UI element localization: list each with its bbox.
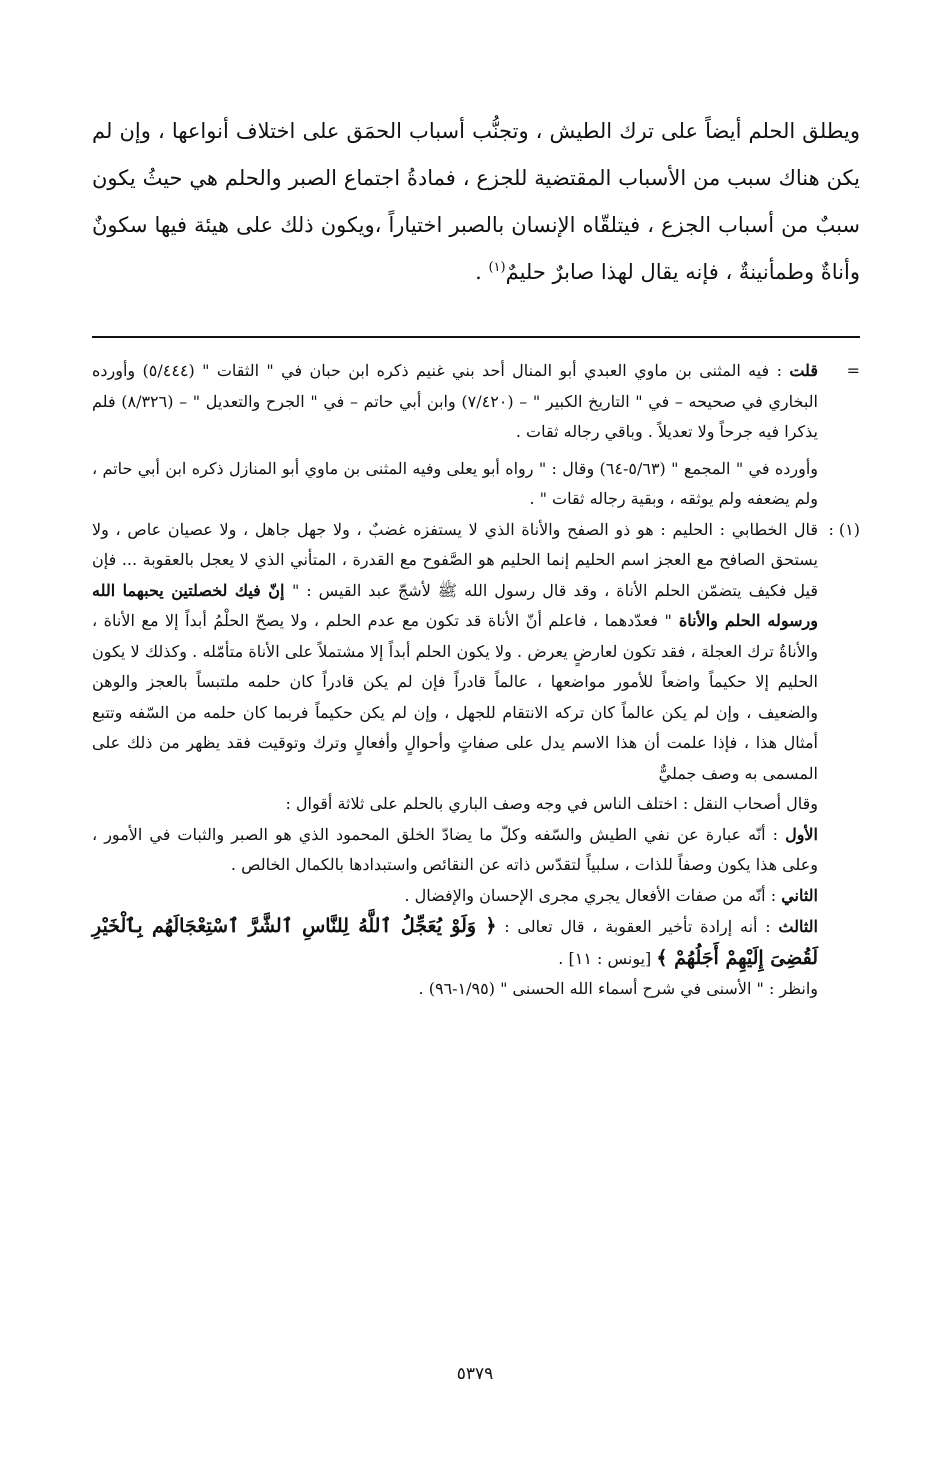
first-opinion-paragraph <box>92 820 818 881</box>
see-also-paragraph: وانظر : " الأسنى في شرح أسماء الله الحسنى " (١/٩٥-٩٦) . <box>418 979 818 998</box>
khattabi-text-a: قال الخطابي : الحليم : هو ذو الصفح والأناة الذي لا يستفزه غضبٌ ، ولا جهل جاهل ، ولا عصيان عاص ، ولا يستحق الصافح مع العجز اسم الحليم إنما الحليم هو الصَّفوح مع القدرة ، المتأني الذي لا يعجل بالعقوبة ... فإن قيل فكيف يتضمّن الحلم الأناة ، وقد قال رسول الله ﷺ لأشجّ عبد القيس : " <box>92 519 819 600</box>
main-paragraph <box>92 108 860 296</box>
footnote-reference[interactable]: (١) <box>488 260 506 275</box>
first-text: : أنّه عبارة عن نفي الطيش والسّفه وكلّ ما يضادّ الخلق المحمود الذي هو الصبر والثبات في الأمور ، وعلى هذا يكون وصفاً للذات ، سلبياً لتقدّس ذاته عن النقائص واستبدادها بالكمال الخالص . <box>92 824 818 874</box>
page-content <box>92 108 860 1005</box>
khattabi-paragraph <box>92 515 818 790</box>
quran-reference: [يونس : ١١] . <box>558 948 657 968</box>
third-label: الثالث <box>778 917 818 936</box>
qultu-label: قلت <box>789 361 818 380</box>
footnote-continuation <box>92 356 860 515</box>
continuation-marker: = <box>846 361 860 380</box>
main-paragraph-end: . <box>475 260 489 284</box>
khattabi-text-b: " فعدّدهما ، فاعلم أنّ الأناة قد تكون مع عدم الحلم ، ولا يصحّ الحلْمُ أبداً إلا مع الأناة ، والأناةُ ترك العجلة ، فقد تكون لعارضٍ يعرض . ولا يكون الحلم أبداً إلا مشتملاً على الأناة متأمّله . وكذلك لا يكون الحليم إلا حكيماً واضعاً للأمور مواضعها ، عالماً قادراً فإن لم يكن قادراً كان حلمه ملتبساً بالعجز والوهن والضعيف ، وإن لم يكن عالماً كان تركه الانتقام للجهل ، وإن لم يكن حكيماً فربما كان حلمه من السّفه وتتبع أمثال هذا ، فإذا علمت أن هذا الاسم يدل على صفاتٍ وأحوالٍ وأفعالٍ وترك وتوقيت فقد يظهر من ذلك على المسمى به وصف جمليٌّ <box>92 611 819 783</box>
third-text: : أنه إرادة تأخير العقوبة ، قال تعالى : <box>496 917 779 936</box>
second-label: الثاني <box>781 885 818 905</box>
main-paragraph-text: ويطلق الحلم أيضاً على ترك الطيش ، وتجنُّب أسباب الحمَق على اختلاف أنواعها ، وإن لم يكن هناك سبب من الأسباب المقتضية للجزع ، فمادةُ اجتماع الصبر والحلم هي حيثُ يكون سببٌ من أسباب الجزع ، فيتلقّاه الإنسان بالصبر اختياراً ،ويكون ذلك على هيئة فيها سكونٌ وأناةٌ وطمأنينةٌ ، فإنه يقال لهذا صابرٌ حليمٌ <box>92 119 860 284</box>
page-number: ٥٣٧٩ <box>456 1364 494 1384</box>
footnote-separator <box>92 336 860 338</box>
qultu-paragraph <box>92 356 818 448</box>
second-text: : أنّه من صفات الأفعال يجري مجرى الإحسان والإفضال . <box>404 885 782 905</box>
third-opinion-paragraph <box>92 911 818 974</box>
majma-paragraph: وأورده في " المجمع " (٥/٦٣-٦٤) وقال : " رواه أبو يعلى وفيه المثنى بن ماوي أبو المنازل ذكره ابن أبي حاتم ، ولم يضعفه ولم يوثقه ، وبقية رجاله ثقات " . <box>92 458 819 508</box>
opinion-second <box>92 881 860 912</box>
footnote-1-marker: (١) : <box>828 519 860 539</box>
qultu-text: : فيه المثنى بن ماوي العبدي أبو المنال أحد بني غنيم ذكره ابن حبان في " الثقات " (٥/٤٤٤) وأورده البخاري في صحيحه – في " التاريخ الكبير " – (٧/٤٢٠) وابن أبي حاتم – في " الجرح والتعديل " – (٨/٣٢٦) فلم يذكرا فيه جرحاً ولا تعديلاً . وباقي رجاله ثقات . <box>92 361 819 441</box>
footnote-1 <box>92 515 860 820</box>
opinion-first <box>92 820 860 881</box>
footnotes-block <box>92 356 860 1005</box>
hadith-text: إنّ فيك لخصلتين يحبهما الله ورسوله الحلم والأناة <box>92 580 819 630</box>
opinion-third <box>92 911 860 974</box>
quran-verse: ﴿ وَلَوْ يُعَجِّلُ ٱللَّهُ لِلنَّاسِ ٱلشَّرَّ ٱسْتِعْجَالَهُم بِٱلْخَيْرِ لَقُضِىَ إِلَيْهِمْ أَجَلُهُمْ ﴾ <box>92 915 818 969</box>
see-also <box>92 974 860 1005</box>
nuql-paragraph: وقال أصحاب النقل : اختلف الناس في وجه وصف الباري بالحلم على ثلاثة أقوال : <box>285 794 818 813</box>
main-text-block <box>92 108 860 296</box>
first-label: الأول <box>785 824 818 844</box>
second-opinion-paragraph <box>92 881 818 912</box>
